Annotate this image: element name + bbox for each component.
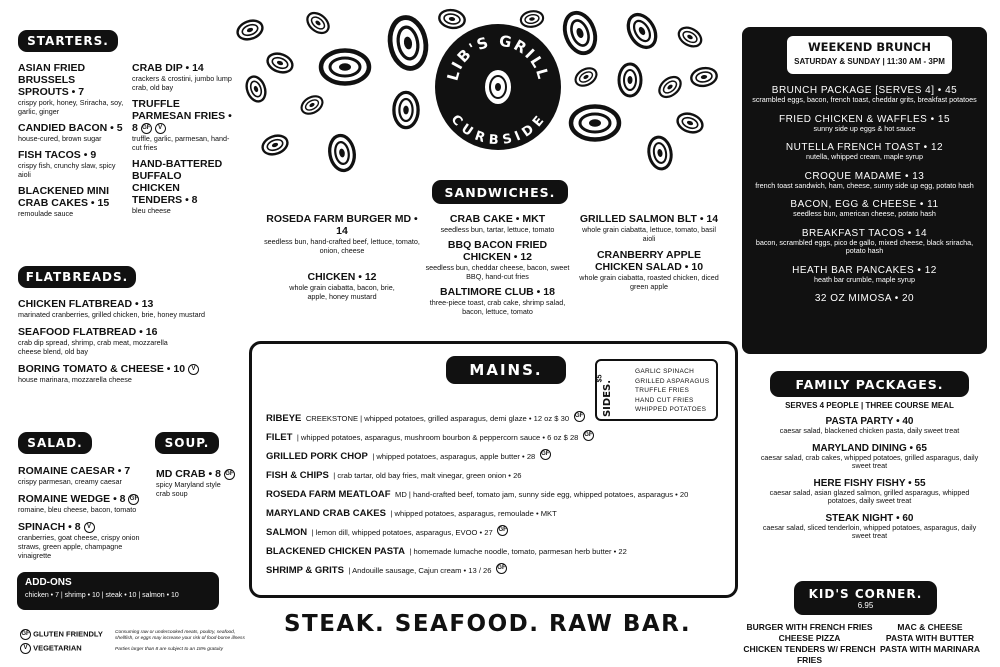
item-name: CHICKEN • 12	[307, 271, 377, 283]
mains-list	[266, 408, 736, 592]
soup-heading: SOUP.	[155, 432, 219, 454]
item-name: CRAB CAKE • MKT	[449, 213, 546, 225]
gf-badge: GF	[540, 449, 551, 460]
logo-bottom-text: CURBSIDE	[447, 112, 549, 149]
oyster-icon	[321, 51, 369, 84]
item-name: BRUNCH PACKAGE [SERVES 4] • 45	[771, 85, 958, 96]
item-name: MARYLAND CRAB CAKES	[266, 508, 386, 519]
item-name: BALTIMORE CLUB • 18	[440, 286, 555, 298]
oyster-icon	[394, 92, 418, 127]
item-desc: seedless bun, tartar, lettuce, tomato	[440, 225, 555, 234]
oyster-icon	[386, 15, 430, 72]
oyster-icon	[260, 132, 290, 157]
brunch-panel	[742, 27, 987, 354]
item-name-text: TRUFFLE PARMESAN FRIES • 8	[132, 98, 232, 134]
item-desc: caesar salad, asian glazed salmon, grilled asparagus, whipped potatoes, daily sweet treat	[769, 487, 970, 505]
dietary-legend	[20, 629, 115, 654]
oyster-icon	[327, 134, 357, 173]
brunch-title: WEEKEND BRUNCH	[808, 40, 931, 54]
starter-item	[18, 149, 126, 179]
sandwiches-col3	[578, 213, 720, 291]
item-name: BBQ BACON FRIED CHICKEN • 12	[447, 239, 548, 263]
item-desc: remoulade sauce	[18, 209, 74, 218]
side-item: HAND CUT FRIES	[635, 396, 694, 404]
item-name: BREAKFAST TACOS • 14	[801, 227, 928, 239]
sandwich-item	[578, 213, 720, 243]
item-desc: whole grain ciabatta, bacon, brie, apple, honey mustard	[289, 283, 395, 301]
kids-price: 6.95	[857, 600, 874, 610]
item-desc: nutella, whipped cream, maple syrup	[805, 152, 924, 161]
salad-item	[18, 493, 153, 514]
item-name: BLACKENED MINI CRAB CAKES • 15	[18, 185, 110, 209]
item-desc: caesar salad, crab cakes, whipped potatoes, grilled asparagus, daily sweet treat	[760, 452, 979, 470]
gf-badge: GF	[20, 629, 31, 640]
starter-item	[132, 62, 232, 92]
main-item	[266, 503, 736, 521]
oyster-icon	[571, 107, 619, 140]
main-item	[266, 560, 736, 578]
sandwiches-col2	[425, 213, 570, 316]
item-desc: | crab tartar, old bay fries, malt vinegar, green onion • 26	[333, 471, 522, 480]
starter-item	[18, 185, 126, 218]
item-name-text: BORING TOMATO & CHEESE • 10	[18, 363, 186, 375]
tagline: STEAK. SEAFOOD. RAW BAR.	[283, 611, 692, 637]
item-name	[18, 521, 153, 533]
item-desc: french toast sandwich, ham, cheese, sunny side up egg, potato hash	[755, 180, 974, 190]
gf-badge: GF	[496, 563, 507, 574]
item-desc: crispy parmesan, creamy caesar	[18, 477, 122, 486]
family-list	[757, 401, 982, 541]
item-name: CROQUE MADAME • 13	[804, 170, 925, 182]
main-item	[266, 522, 736, 540]
flatbread-item	[18, 363, 238, 384]
addons-title: ADD-ONS	[25, 577, 72, 588]
starter-item	[132, 158, 232, 215]
sandwich-item	[262, 213, 422, 255]
item-name	[18, 363, 238, 375]
addons-box	[17, 572, 219, 610]
starters-col2	[132, 62, 232, 215]
main-item	[266, 427, 736, 445]
item-desc: scrambled eggs, bacon, french toast, cheddar grits, breakfast potatoes	[752, 95, 977, 104]
item-name	[132, 98, 232, 134]
gf-badge: GF	[574, 411, 585, 422]
item-desc: romaine, bleu cheese, bacon, tomato	[18, 505, 137, 514]
oyster-icon	[298, 93, 325, 118]
item-desc: whole grain ciabatta, lettuce, tomato, basil aioli	[582, 225, 716, 243]
side-item: GRILLED ASPARAGUS	[635, 377, 710, 385]
item-desc: heath bar crumble, maple syrup	[813, 274, 916, 284]
brunch-title-box	[787, 36, 952, 74]
item-name: ROMAINE CAESAR • 7	[18, 465, 131, 477]
sandwiches-col1	[262, 213, 422, 301]
item-name: HAND-BATTERED BUFFALO CHICKEN TENDERS • 8	[132, 158, 223, 206]
brunch-item	[752, 228, 977, 256]
brunch-item	[752, 171, 977, 191]
v-badge: V	[155, 123, 166, 134]
item-name: SALMON	[266, 527, 308, 538]
item-name: GRILLED PORK CHOP	[266, 451, 368, 462]
kids-col1	[742, 622, 877, 666]
oyster-icon	[304, 9, 333, 37]
brunch-item	[752, 265, 977, 285]
item-name: RIBEYE	[266, 413, 302, 424]
item-name: ROSEDA FARM MEATLOAF	[266, 489, 391, 500]
item-name: FISH & CHIPS	[266, 470, 329, 481]
brunch-item	[752, 199, 977, 219]
item-desc: | Andouille sausage, Cajun cream • 13 / 26	[348, 566, 492, 575]
mains-heading: MAINS.	[446, 356, 566, 384]
side-item: TRUFFLE FRIES	[635, 387, 690, 394]
item-name-text: SPINACH • 8	[18, 521, 81, 533]
warning-text: Consuming raw or undercooked meats, poultry, seafood, shellfish, or eggs may increase your risk of food-borne illness	[115, 630, 245, 641]
item-desc: seedless bun, hand-crafted beef, lettuce, tomato, onion, cheese	[264, 237, 420, 255]
health-warning	[115, 630, 255, 653]
oyster-icon	[619, 64, 641, 96]
item-name: SHRIMP & GRITS	[266, 565, 344, 576]
item-desc: truffle, garlic, parmesan, hand-cut fries	[132, 134, 230, 152]
brunch-item	[752, 142, 977, 162]
item-name: FILET	[266, 432, 293, 443]
logo-art	[435, 24, 561, 150]
flatbreads-heading: FLATBREADS.	[18, 266, 136, 288]
flatbread-item	[18, 326, 238, 356]
v-badge: V	[188, 364, 199, 375]
brunch-item	[752, 85, 977, 105]
gratuity-text: Parties larger than 8 are subject to an 18% gratuity	[115, 647, 223, 652]
starter-item	[18, 122, 126, 143]
sides-title: SIDES.	[602, 379, 614, 418]
item-desc: house-cured, brown sugar	[18, 134, 102, 143]
brunch-item	[752, 293, 977, 304]
item-desc: caesar salad, sliced tenderloin, whipped potatoes, asparagus, daily sweet treat	[762, 522, 977, 540]
item-desc: MD | hand-crafted beef, tomato jam, sunny side egg, whipped potatoes, asparagus • 20	[395, 490, 689, 499]
item-desc: | whipped potatoes, asparagus, mushroom bourbon & peppercorn sauce • 6 oz $ 28	[296, 433, 579, 442]
sandwich-item	[578, 249, 720, 291]
main-item	[266, 484, 736, 502]
logo-top-text: LIB'S GRILL	[443, 31, 553, 83]
side-item: GARLIC SPINACH	[635, 368, 695, 375]
gf-badge: GF	[128, 494, 139, 505]
item-name: ASIAN FRIED BRUSSELS SPROUTS • 7	[18, 62, 86, 98]
oyster-icon	[656, 73, 685, 101]
family-subtitle: SERVES 4 PEOPLE | THREE COURSE MEAL	[785, 401, 954, 410]
item-desc: seedless bun, american cheese, potato hash	[793, 209, 936, 218]
svg-text:CURBSIDE	[448, 112, 549, 148]
brunch-item	[752, 114, 977, 134]
item-name: NUTELLA FRENCH TOAST • 12	[785, 142, 944, 153]
side-item: WHIPPED POTATOES	[635, 406, 707, 413]
logo	[435, 24, 561, 150]
sandwich-item	[262, 271, 422, 301]
item-desc: | whipped potatoes, asparagus, apple butter • 28	[372, 452, 536, 461]
item-name: FISH TACOS • 9	[18, 149, 97, 161]
family-item	[757, 416, 982, 436]
legend-v	[20, 643, 115, 654]
starter-item	[132, 98, 232, 152]
flatbread-item	[18, 298, 238, 319]
flatbreads-list	[18, 298, 238, 384]
gf-badge: GF	[497, 525, 508, 536]
item-desc: caesar salad, blackened chicken pasta, daily sweet treat	[779, 426, 960, 435]
item-name: FRIED CHICKEN & WAFFLES • 15	[778, 113, 951, 125]
kids-item: MAC & CHEESE	[897, 622, 963, 632]
item-desc: | whipped potatoes, asparagus, remoulade • MKT	[390, 509, 557, 518]
oyster-icon	[675, 110, 705, 135]
item-desc: | homemade lumache noodle, tomato, parmesan herb butter • 22	[409, 547, 627, 556]
item-name: HEATH BAR PANCAKES • 12	[792, 264, 937, 276]
oyster-icon	[623, 10, 662, 53]
kids-item: PASTA WITH BUTTER	[885, 633, 975, 643]
item-name: MARYLAND DINING • 65	[812, 442, 927, 454]
v-badge: V	[84, 522, 95, 533]
mains-box	[249, 341, 738, 598]
oyster-icon	[690, 66, 718, 88]
sandwich-item	[425, 239, 570, 281]
soup-list	[156, 468, 236, 498]
main-item	[266, 541, 736, 559]
kids-item: PASTA WITH MARINARA	[880, 644, 980, 654]
item-name: HERE FISHY FISHY • 55	[813, 477, 926, 489]
main-item	[266, 408, 736, 426]
item-desc: CREEKSTONE | whipped potatoes, grilled asparagus, demi glaze • 12 oz $ 30	[305, 414, 570, 423]
item-name	[156, 468, 236, 480]
item-name: ROSEDA FARM BURGER MD • 14	[266, 213, 418, 237]
gf-badge: GF	[141, 123, 152, 134]
item-desc: sunny side up eggs & hot sauce	[813, 123, 916, 133]
item-desc: bacon, scrambled eggs, pico de gallo, mixed cheese, black sriracha, potato hash	[755, 237, 974, 255]
item-name: PASTA PARTY • 40	[825, 416, 914, 427]
oyster-icon	[646, 135, 673, 170]
item-desc: cranberries, goat cheese, crispy onion straws, green apple, champagne vinaigrette	[18, 533, 140, 560]
item-desc: whole grain ciabatta, roasted chicken, diced green apple	[579, 273, 719, 291]
item-desc: | lemon dill, whipped potatoes, asparagus, EVOO • 27	[311, 528, 493, 537]
family-item	[757, 478, 982, 506]
legend-gf	[20, 629, 115, 640]
item-name	[18, 493, 153, 505]
item-name: GRILLED SALMON BLT • 14	[579, 213, 719, 225]
main-item	[266, 465, 736, 483]
item-desc: three-piece toast, crab cake, shrimp salad, bacon, lettuce, tomato	[429, 298, 566, 316]
item-desc: marinated cranberries, grilled chicken, brie, honey mustard	[18, 310, 205, 319]
item-name: BACON, EGG & CHEESE • 11	[790, 199, 939, 210]
item-name: SEAFOOD FLATBREAD • 16	[18, 326, 158, 338]
family-item	[757, 513, 982, 541]
item-name: STEAK NIGHT • 60	[825, 512, 914, 524]
kids-col2	[880, 622, 980, 655]
legend-v-text: VEGETARIAN	[33, 643, 82, 653]
salad-list	[18, 465, 153, 560]
starters-heading: STARTERS.	[18, 30, 118, 52]
kids-item: CHICKEN TENDERS W/ FRENCH FRIES	[743, 644, 876, 665]
v-badge: V	[20, 643, 31, 654]
kids-item: CHEESE PIZZA	[778, 633, 841, 643]
item-name: 32 OZ MIMOSA • 20	[814, 293, 915, 304]
item-name: CHICKEN FLATBREAD • 13	[18, 298, 154, 310]
item-desc: seedless bun, cheddar cheese, bacon, sweet BBQ, hand-cut fries	[425, 263, 570, 281]
item-name-text: MD CRAB • 8	[156, 468, 221, 480]
salad-heading: SALAD.	[18, 432, 92, 454]
oyster-icon	[235, 17, 265, 42]
item-desc: crab dip spread, shrimp, crab meat, mozzarella cheese blend, old bay	[18, 338, 168, 356]
sandwich-item	[425, 286, 570, 316]
family-heading: FAMILY PACKAGES.	[770, 371, 969, 397]
kids-heading	[794, 581, 937, 615]
item-name: BLACKENED CHICKEN PASTA	[266, 546, 405, 557]
item-name: CRAB DIP • 14	[132, 62, 204, 74]
main-item	[266, 446, 736, 464]
item-desc: house marinara, mozzarella cheese	[18, 375, 132, 384]
sandwiches-heading: SANDWICHES.	[432, 180, 568, 204]
item-name: CRANBERRY APPLE CHICKEN SALAD • 10	[594, 249, 704, 273]
item-desc: crispy pork, honey, Sriracha, soy, garlic, ginger	[18, 98, 124, 116]
kids-title: KID'S CORNER.	[808, 586, 923, 601]
brunch-list	[752, 85, 977, 304]
salad-item	[18, 521, 153, 560]
legend-gf-text: GLUTEN FRIENDLY	[33, 629, 103, 639]
sides-price: $5	[596, 374, 604, 383]
oyster-icon	[572, 65, 599, 90]
brunch-hours: SATURDAY & SUNDAY | 11:30 AM - 3PM	[794, 57, 945, 66]
item-name-text: ROMAINE WEDGE • 8	[18, 493, 126, 505]
logo-oyster-icon	[485, 70, 511, 104]
item-desc: crispy fish, crunchy slaw, spicy aioli	[18, 161, 116, 179]
oyster-icon	[243, 74, 268, 104]
oyster-icon	[675, 24, 704, 50]
starters-col1	[18, 62, 126, 218]
item-desc: crackers & crostini, jumbo lump crab, old bay	[132, 74, 232, 92]
item-desc: spicy Maryland style crab soup	[156, 480, 221, 498]
starter-item	[18, 62, 126, 116]
kids-item: BURGER WITH FRENCH FRIES	[746, 622, 873, 632]
sandwich-item	[425, 213, 570, 234]
salad-item	[18, 465, 153, 486]
oyster-icon	[265, 50, 295, 75]
gf-badge: GF	[224, 469, 235, 480]
addons-text: chicken • 7 | shrimp • 10 | steak • 10 | salmon • 10	[25, 592, 179, 599]
item-desc: bleu cheese	[132, 206, 171, 215]
gf-badge: GF	[583, 430, 594, 441]
family-item	[757, 443, 982, 471]
item-name: CANDIED BACON • 5	[18, 122, 123, 134]
oyster-icon	[559, 9, 600, 58]
